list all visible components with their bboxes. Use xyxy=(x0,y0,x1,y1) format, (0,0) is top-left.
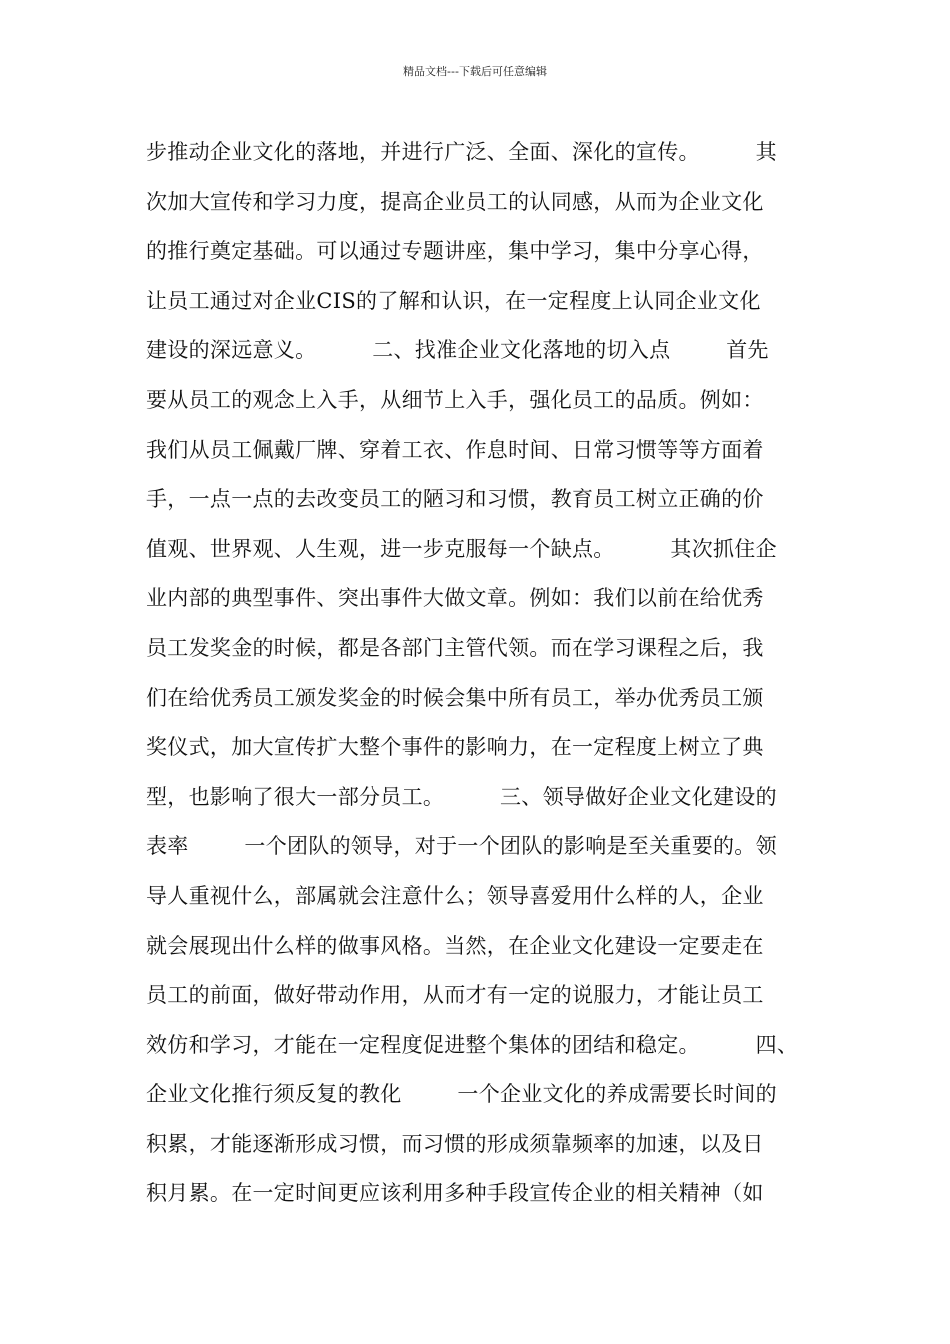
text-line: 员工的前面，做好带动作用，从而才有一定的说服力，才能让员工 xyxy=(146,983,764,1008)
text-line: 表率 一个团队的领导，对于一个团队的影响是至关重要的。领 xyxy=(146,834,777,859)
text-line: 奖仪式，加大宣传扩大整个事件的影响力，在一定程度上树立了典 xyxy=(146,735,764,760)
text-line: 值观、世界观、人生观，进一步克服每一个缺点。 其次抓住企 xyxy=(146,536,777,561)
document-body xyxy=(146,128,836,1219)
text-line: 们在给优秀员工颁发奖金的时候会集中所有员工，举办优秀员工颁 xyxy=(146,685,764,710)
text-line: 就会展现出什么样的做事风格。当然，在企业文化建设一定要走在 xyxy=(146,933,764,958)
text-line: 业内部的典型事件、突出事件大做文章。例如：我们以前在给优秀 xyxy=(146,586,764,611)
text-line: 员工发奖金的时候，都是各部门主管代领。而在学习课程之后，我 xyxy=(146,635,764,660)
text-line: 建设的深远意义。 二、找准企业文化落地的切入点 首先 xyxy=(146,338,769,363)
text-line: 积月累。在一定时间更应该利用多种手段宣传企业的相关精神（如 xyxy=(146,1181,764,1206)
text-line: 效仿和学习，才能在一定程度促进整个集体的团结和稳定。 四、 xyxy=(146,1032,799,1057)
text-line: 步推动企业文化的落地，并进行广泛、全面、深化的宣传。 其 xyxy=(146,140,777,164)
text-line: 让员工通过对企业CIS的了解和认识，在一定程度上认同企业文化 xyxy=(146,288,761,313)
page-header: 精品文档---下载后可任意编辑 xyxy=(403,65,547,78)
text-line: 我们从员工佩戴厂牌、穿着工衣、作息时间、日常习惯等等方面着 xyxy=(146,437,764,462)
text-line: 企业文化推行须反复的教化 一个企业文化的养成需要长时间的 xyxy=(146,1082,777,1107)
text-line: 导人重视什么，部属就会注意什么；领导喜爱用什么样的人，企业 xyxy=(146,883,764,908)
text-line: 积累，才能逐渐形成习惯，而习惯的形成须靠频率的加速，以及日 xyxy=(146,1131,764,1156)
text-line: 型，也影响了很大一部分员工。 三、领导做好企业文化建设的 xyxy=(146,784,777,809)
text-line: 的推行奠定基础。可以通过专题讲座，集中学习，集中分享心得， xyxy=(146,239,764,264)
text-line: 要从员工的观念上入手，从细节上入手，强化员工的品质。例如： xyxy=(146,387,764,412)
text-line: 手，一点一点的去改变员工的陋习和习惯，教育员工树立正确的价 xyxy=(146,487,764,512)
text-line: 次加大宣传和学习力度，提高企业员工的认同感，从而为企业文化 xyxy=(146,189,764,214)
